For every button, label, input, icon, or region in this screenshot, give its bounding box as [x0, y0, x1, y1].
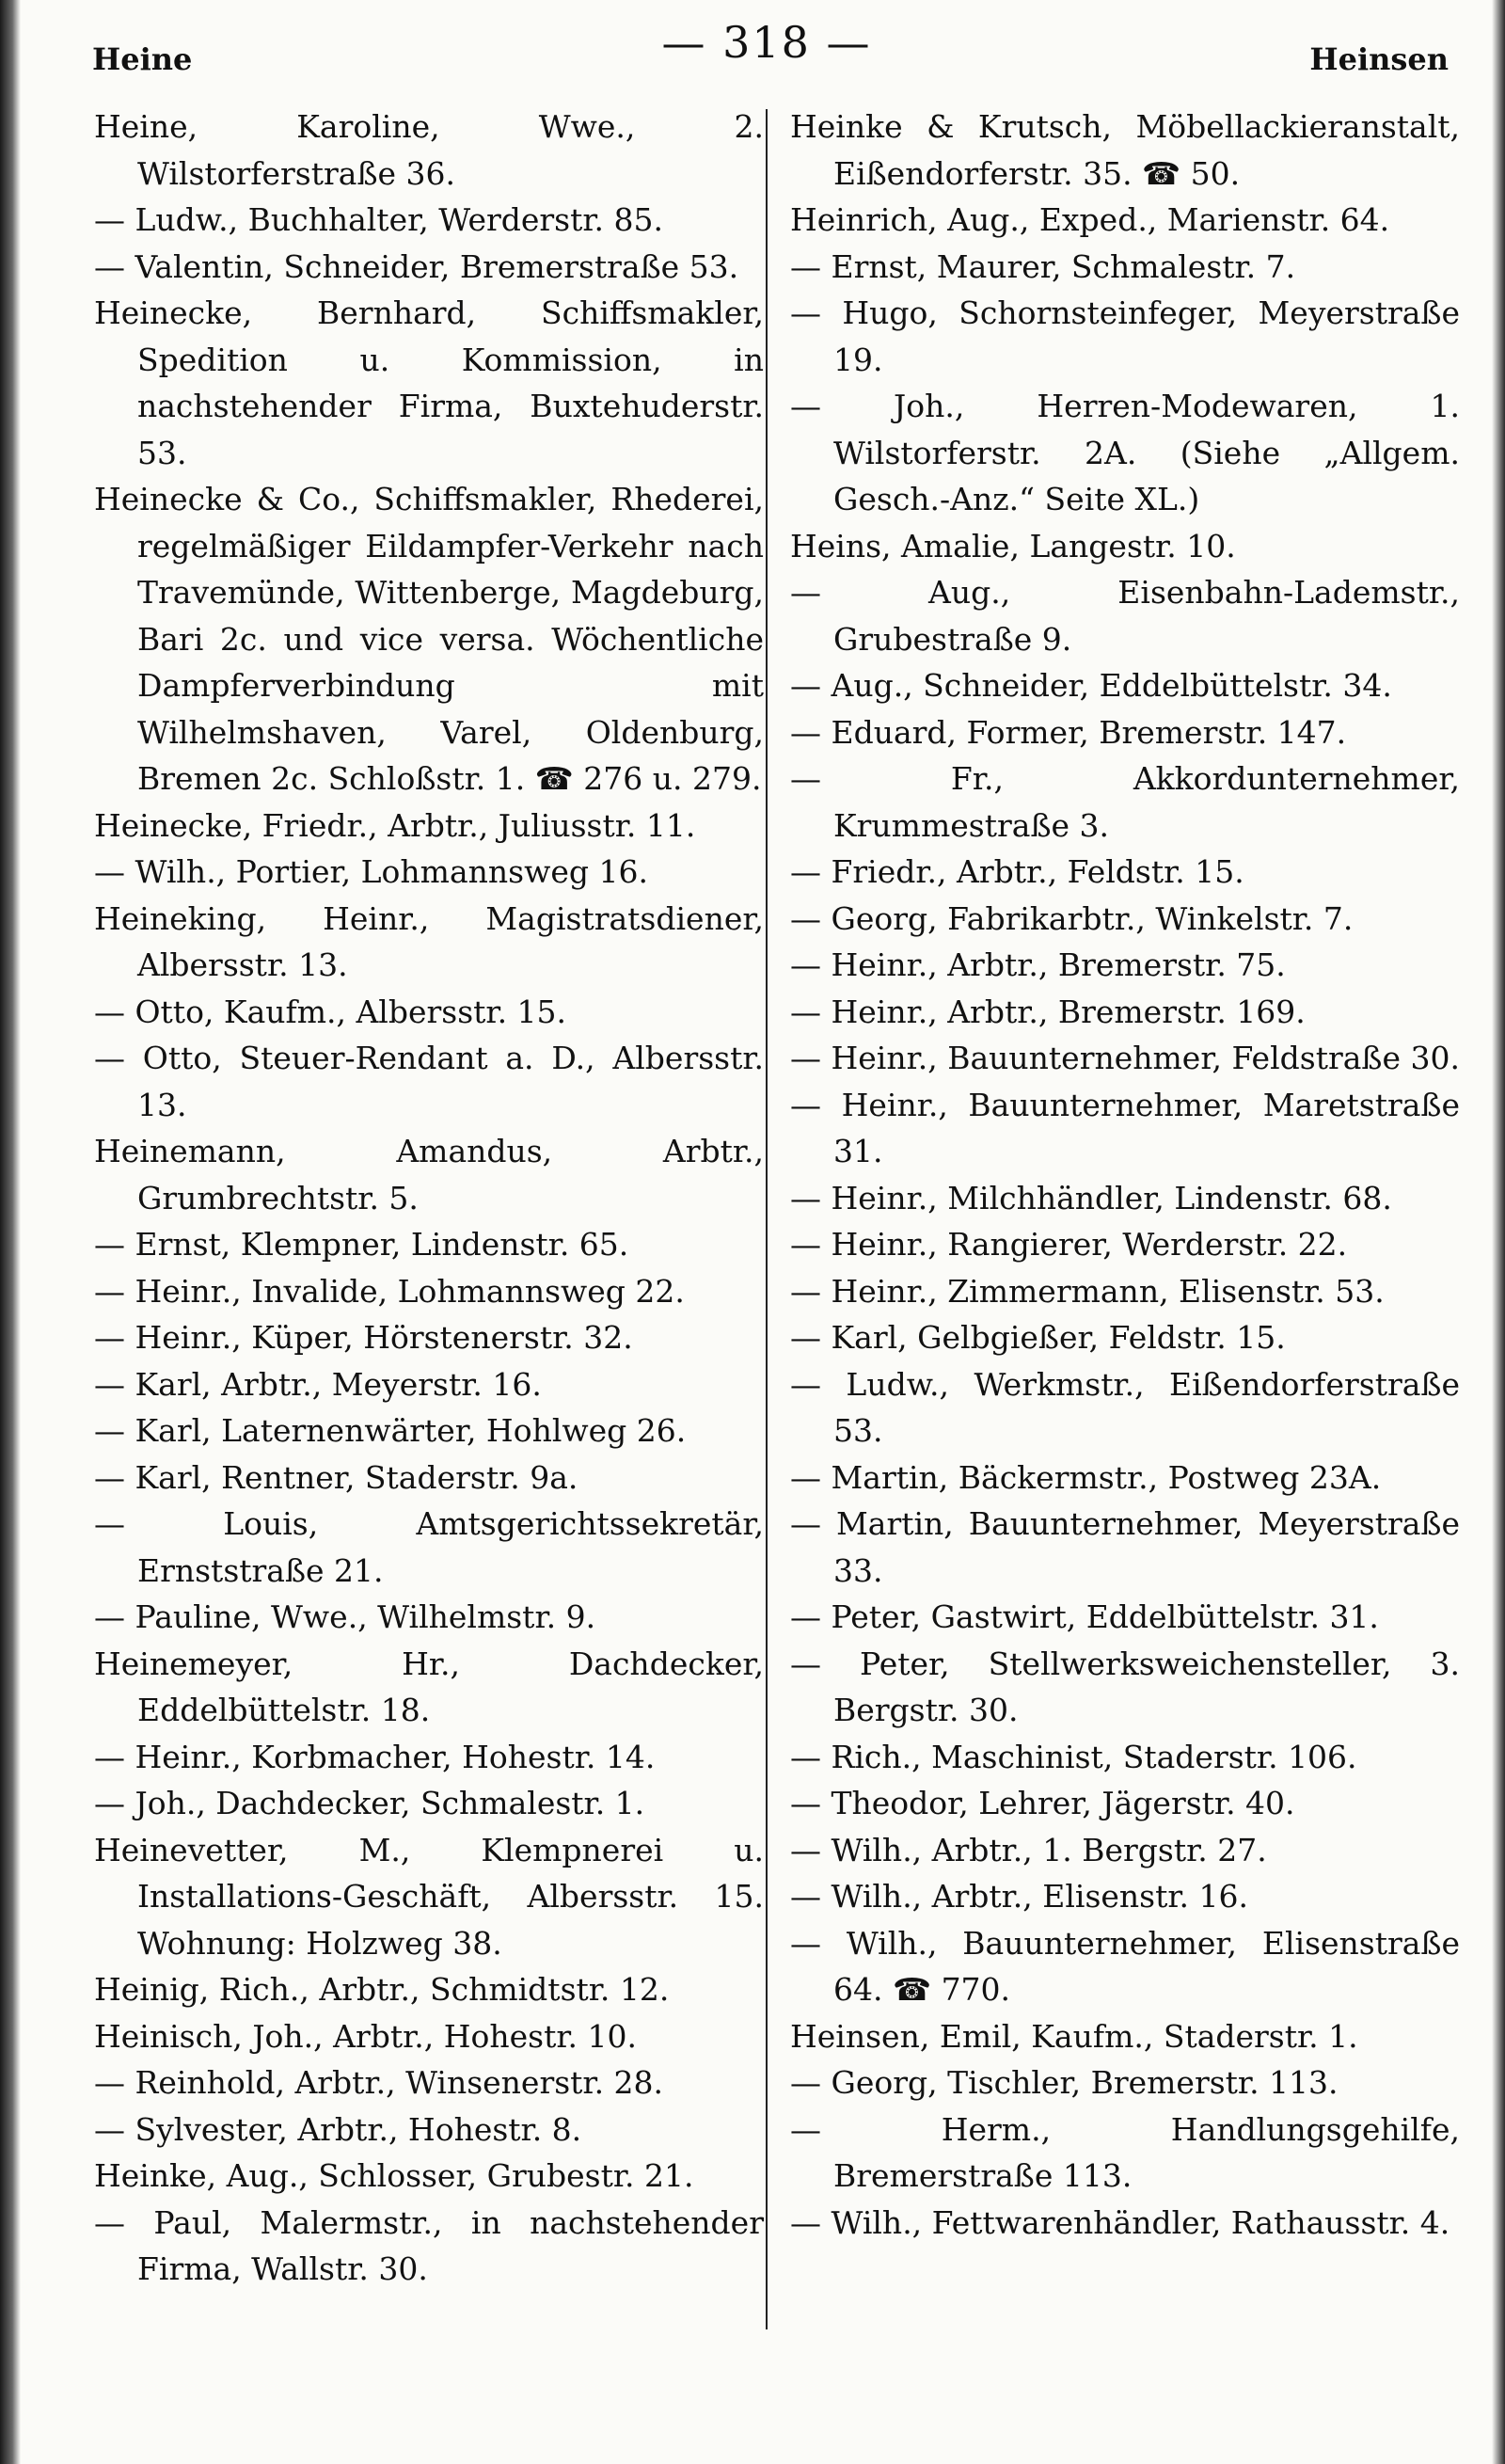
directory-entry: — Valentin, Schneider, Bremerstraße 53.: [94, 247, 739, 285]
directory-entry: — Ludw., Werkmstr., Eißendorferstraße 53.: [790, 1365, 1460, 1449]
directory-entry: — Aug., Schneider, Eddelbüttelstr. 34.: [790, 667, 1392, 704]
directory-entry: — Otto, Steuer-Rendant a. D., Albersstr. 13.: [94, 1040, 764, 1123]
page-number: — 318 —: [661, 17, 872, 68]
directory-entry: — Eduard, Former, Bremerstr. 147.: [790, 713, 1347, 751]
directory-entry: — Georg, Fabrikarbtr., Winkelstr. 7.: [790, 899, 1354, 937]
directory-entry: Heinevetter, M., Klempnerei u. Installations-Geschäft, Albersstr. 15. Wohnung: Holzweg 38.: [94, 1831, 764, 1962]
directory-entry: — Heinr., Bauunternehmer, Maretstraße 31.: [790, 1086, 1460, 1169]
directory-entry: — Wilh., Arbtr., Elisenstr. 16.: [790, 1878, 1248, 1915]
directory-entry: — Karl, Rentner, Staderstr. 9a.: [94, 1458, 578, 1496]
directory-entry: — Ludw., Buchhalter, Werderstr. 85.: [94, 201, 663, 238]
directory-entry: — Joh., Dachdecker, Schmalestr. 1.: [94, 1785, 645, 1821]
directory-entry: — Heinr., Rangierer, Werderstr. 22.: [790, 1226, 1348, 1263]
directory-entry: Heinisch, Joh., Arbtr., Hohestr. 10.: [94, 2017, 637, 2055]
directory-entry: Heinecke, Bernhard, Schiffsmakler, Spedition u. Kommission, in nachstehender Firma, Buxtehuderstr. 53.: [94, 294, 764, 471]
directory-entry: — Otto, Kaufm., Albersstr. 15.: [94, 993, 567, 1030]
directory-entry: Heinke & Krutsch, Möbellackieranstalt, Eißendorferstr. 35. ☎ 50.: [790, 108, 1460, 192]
column-divider: [766, 109, 768, 2329]
directory-entry: — Karl, Laternenwärter, Hohlweg 26.: [94, 1412, 687, 1449]
directory-entry: — Hugo, Schornsteinfeger, Meyerstraße 19.: [790, 294, 1460, 378]
directory-columns: [94, 103, 1460, 2361]
directory-entry: — Paul, Malermstr., in nachstehender Firma, Wallstr. 30.: [94, 2203, 764, 2287]
directory-entry: — Reinhold, Arbtr., Winsenerstr. 28.: [94, 2064, 664, 2101]
directory-entry: Heinemeyer, Hr., Dachdecker, Eddelbüttelstr. 18.: [94, 1645, 764, 1728]
directory-entry: — Heinr., Milchhändler, Lindenstr. 68.: [790, 1179, 1392, 1216]
directory-entry: — Theodor, Lehrer, Jägerstr. 40.: [790, 1785, 1295, 1821]
running-head-right: Heinsen: [1309, 41, 1449, 77]
directory-entry: — Peter, Stellwerksweichensteller, 3. Bergstr. 30.: [790, 1645, 1460, 1728]
directory-entry: — Ernst, Klempner, Lindenstr. 65.: [94, 1226, 629, 1263]
directory-entry: — Herm., Handlungsgehilfe, Bremerstraße 113.: [790, 2110, 1460, 2194]
directory-entry: — Wilh., Arbtr., 1. Bergstr. 27.: [790, 1831, 1267, 1868]
directory-entry: — Joh., Herren-Modewaren, 1. Wilstorferstr. 2A. (Siehe „Allgem. Gesch.-Anz.“ Seite XL.): [790, 388, 1460, 517]
directory-entry: — Wilh., Fettwarenhändler, Rathausstr. 4.: [790, 2203, 1450, 2241]
directory-entry: Heinecke, Friedr., Arbtr., Juliusstr. 11.: [94, 806, 696, 844]
directory-entry: Heinsen, Emil, Kaufm., Staderstr. 1.: [790, 2017, 1358, 2055]
directory-entry: — Heinr., Zimmermann, Elisenstr. 53.: [790, 1272, 1385, 1310]
page-edge-shadow: [0, 0, 21, 2464]
page-edge-shadow-right: [1492, 0, 1505, 2464]
directory-entry: — Pauline, Wwe., Wilhelmstr. 9.: [94, 1598, 596, 1635]
directory-entry: — Sylvester, Arbtr., Hohestr. 8.: [94, 2110, 582, 2148]
directory-entry: — Heinr., Küper, Hörstenerstr. 32.: [94, 1319, 633, 1356]
directory-entry: — Wilh., Bauunternehmer, Elisenstraße 64. ☎ 770.: [790, 1924, 1460, 2008]
directory-entry: — Heinr., Arbtr., Bremerstr. 169.: [790, 993, 1306, 1030]
directory-entry: — Louis, Amtsgerichtssekretär, Ernststraße 21.: [94, 1505, 764, 1589]
directory-entry: — Heinr., Invalide, Lohmannsweg 22.: [94, 1272, 685, 1310]
directory-entry: Heine, Karoline, Wwe., 2. Wilstorferstraße 36.: [94, 108, 764, 192]
directory-entry: — Aug., Eisenbahn-Lademstr., Grubestraße 9.: [790, 574, 1460, 658]
directory-entry: Heinecke & Co., Schiffsmakler, Rhederei, regelmäßiger Eildampfer-Verkehr nach Travemünde, Wittenberge, Magdeburg, Bari 2c. und vice versa. Wöchentliche Dampferverbindung mit Wilhelmshaven, Varel, Oldenburg, Bremen 2c. Schloßstr. 1. ☎ 276 u. 279.: [94, 481, 764, 797]
directory-entry: Heinig, Rich., Arbtr., Schmidtstr. 12.: [94, 1971, 670, 2008]
directory-entry: — Friedr., Arbtr., Feldstr. 15.: [790, 853, 1244, 890]
directory-entry: — Martin, Bauunternehmer, Meyerstraße 33.: [790, 1505, 1460, 1589]
directory-entry: — Karl, Arbtr., Meyerstr. 16.: [94, 1365, 542, 1403]
directory-entry: — Ernst, Maurer, Schmalestr. 7.: [790, 247, 1296, 285]
left-column: [94, 103, 764, 2293]
directory-entry: Heinke, Aug., Schlosser, Grubestr. 21.: [94, 2157, 694, 2194]
right-column: [790, 103, 1460, 2246]
page-header: [85, 13, 1449, 77]
directory-entry: — Karl, Gelbgießer, Feldstr. 15.: [790, 1319, 1286, 1356]
directory-entry: Heineking, Heinr., Magistratsdiener, Albersstr. 13.: [94, 899, 764, 983]
running-head-left: Heine: [92, 41, 193, 77]
directory-entry: Heins, Amalie, Langestr. 10.: [790, 527, 1236, 564]
directory-entry: — Heinr., Bauunternehmer, Feldstraße 30.: [790, 1040, 1460, 1076]
directory-entry: — Martin, Bäckermstr., Postweg 23A.: [790, 1458, 1382, 1496]
directory-entry: — Fr., Akkordunternehmer, Krummestraße 3.: [790, 760, 1460, 844]
directory-entry: — Heinr., Korbmacher, Hohestr. 14.: [94, 1738, 656, 1775]
directory-entry: — Georg, Tischler, Bremerstr. 113.: [790, 2064, 1339, 2101]
directory-entry: Heinrich, Aug., Exped., Marienstr. 64.: [790, 201, 1390, 238]
directory-entry: — Heinr., Arbtr., Bremerstr. 75.: [790, 946, 1286, 983]
directory-entry: Heinemann, Amandus, Arbtr., Grumbrechtstr. 5.: [94, 1133, 764, 1216]
directory-entry: — Peter, Gastwirt, Eddelbüttelstr. 31.: [790, 1598, 1379, 1635]
directory-entry: — Rich., Maschinist, Staderstr. 106.: [790, 1738, 1357, 1775]
directory-entry: — Wilh., Portier, Lohmannsweg 16.: [94, 853, 648, 890]
